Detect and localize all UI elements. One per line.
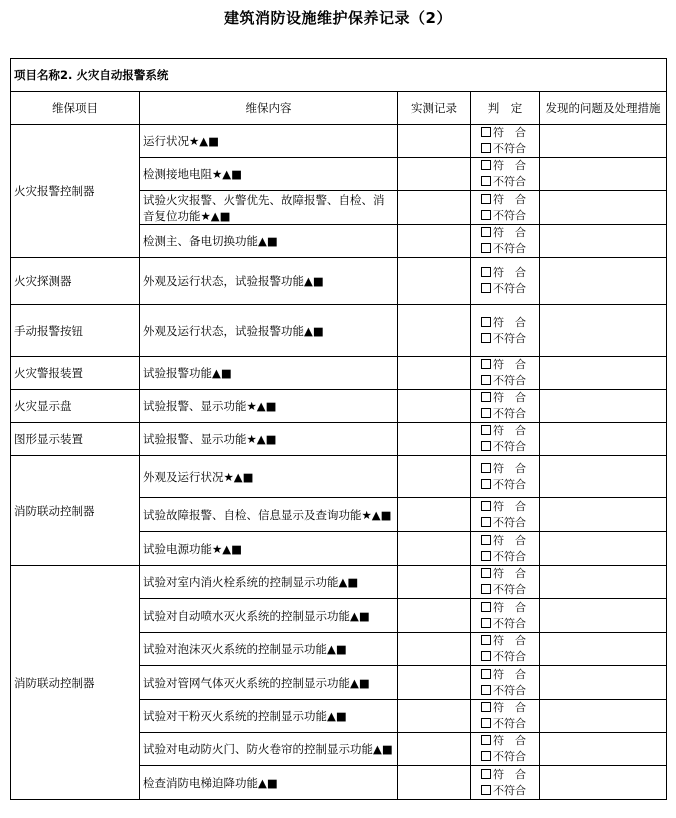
maintenance-item-cell: 火灾显示盘 — [11, 390, 140, 423]
pass-checkbox[interactable] — [481, 568, 491, 578]
issue-input-cell[interactable] — [540, 225, 667, 258]
pass-checkbox-label: 符 合 — [493, 461, 526, 475]
pass-checkbox[interactable] — [481, 127, 491, 137]
pass-checkbox-option[interactable] — [481, 461, 539, 477]
pass-checkbox[interactable] — [481, 317, 491, 327]
record-input-cell[interactable] — [398, 125, 471, 158]
record-input-cell[interactable] — [398, 456, 471, 498]
judge-cell — [471, 532, 540, 566]
pass-checkbox[interactable] — [481, 602, 491, 612]
pass-checkbox-label: 符 合 — [493, 767, 526, 781]
maintenance-content-cell: 试验报警功能▲■ — [140, 357, 398, 390]
record-input-cell[interactable] — [398, 158, 471, 191]
fail-checkbox-option[interactable] — [481, 749, 539, 765]
fail-checkbox[interactable] — [481, 785, 491, 795]
fail-checkbox[interactable] — [481, 718, 491, 728]
pass-checkbox-label: 符 合 — [493, 424, 526, 437]
issue-input-cell[interactable] — [540, 733, 667, 766]
fail-checkbox-option[interactable] — [481, 174, 539, 190]
pass-checkbox-option[interactable] — [481, 633, 539, 649]
pass-checkbox-label: 符 合 — [493, 533, 526, 547]
fail-checkbox-label: 不符合 — [493, 208, 526, 222]
pass-checkbox[interactable] — [481, 635, 491, 645]
pass-checkbox-label: 符 合 — [493, 126, 526, 139]
fail-checkbox-option[interactable] — [481, 141, 539, 157]
fail-checkbox-option[interactable] — [481, 373, 539, 389]
pass-checkbox-option[interactable] — [481, 767, 539, 783]
judge-cell — [471, 700, 540, 733]
pass-checkbox-label: 符 合 — [493, 391, 526, 404]
pass-checkbox-label: 符 合 — [493, 159, 526, 172]
fail-checkbox[interactable] — [481, 551, 491, 561]
pass-checkbox[interactable] — [481, 160, 491, 170]
header-content: 维保内容 — [140, 92, 398, 125]
table-row — [11, 390, 667, 423]
maintenance-content-cell: 试验对室内消火栓系统的控制显示功能▲■ — [140, 566, 398, 599]
table-row — [11, 423, 667, 456]
judge-cell — [471, 225, 540, 258]
pass-checkbox[interactable] — [481, 359, 491, 369]
pass-checkbox-option[interactable] — [481, 125, 539, 141]
issue-input-cell[interactable] — [540, 766, 667, 800]
maintenance-record-table — [10, 58, 667, 800]
fail-checkbox[interactable] — [481, 143, 491, 153]
document-title: 建筑消防设施维护保养记录（2） — [224, 9, 452, 27]
fail-checkbox-label: 不符合 — [493, 142, 526, 155]
pass-checkbox[interactable] — [481, 194, 491, 204]
pass-checkbox[interactable] — [481, 669, 491, 679]
fail-checkbox-label: 不符合 — [493, 331, 526, 345]
fail-checkbox-label: 不符合 — [493, 407, 526, 420]
fail-checkbox-option[interactable] — [481, 406, 539, 422]
pass-checkbox-option[interactable] — [481, 390, 539, 406]
pass-checkbox-option[interactable] — [481, 192, 539, 208]
record-input-cell[interactable] — [398, 532, 471, 566]
pass-checkbox[interactable] — [481, 227, 491, 237]
maintenance-content-cell: 检测接地电阻★▲■ — [140, 158, 398, 191]
maintenance-content-cell: 试验故障报警、自检、信息显示及查询功能★▲■ — [140, 498, 398, 532]
issue-input-cell[interactable] — [540, 498, 667, 532]
fail-checkbox-option[interactable] — [481, 783, 539, 799]
maintenance-content-cell: 试验火灾报警、火警优先、故障报警、自检、消音复位功能★▲■ — [140, 191, 398, 225]
maintenance-content-cell: 外观及运行状态，试验报警功能▲■ — [140, 258, 398, 305]
pass-checkbox-label: 符 合 — [493, 226, 526, 239]
maintenance-item-cell: 图形显示装置 — [11, 423, 140, 456]
pass-checkbox-label: 符 合 — [493, 734, 526, 747]
maintenance-item-cell: 火灾警报装置 — [11, 357, 140, 390]
project-row — [11, 59, 667, 92]
pass-checkbox[interactable] — [481, 501, 491, 511]
fail-checkbox[interactable] — [481, 408, 491, 418]
fail-checkbox-label: 不符合 — [493, 515, 526, 529]
fail-checkbox-option[interactable] — [481, 241, 539, 257]
fail-checkbox-option[interactable] — [481, 439, 539, 455]
fail-checkbox[interactable] — [481, 375, 491, 385]
pass-checkbox-option[interactable] — [481, 265, 539, 281]
pass-checkbox[interactable] — [481, 267, 491, 277]
maintenance-item-cell: 火灾探测器 — [11, 258, 140, 305]
fail-checkbox-label: 不符合 — [493, 750, 526, 763]
issue-input-cell[interactable] — [540, 633, 667, 666]
fail-checkbox[interactable] — [481, 176, 491, 186]
issue-input-cell[interactable] — [540, 191, 667, 225]
issue-input-cell[interactable] — [540, 599, 667, 633]
fail-checkbox-option[interactable] — [481, 281, 539, 297]
header-record: 实测记录 — [398, 92, 471, 125]
table-row — [11, 357, 667, 390]
issue-input-cell[interactable] — [540, 532, 667, 566]
maintenance-content-cell: 试验对自动喷水灭火系统的控制显示功能▲■ — [140, 599, 398, 633]
pass-checkbox[interactable] — [481, 702, 491, 712]
maintenance-item-cell: 消防联动控制器 — [11, 456, 140, 566]
maintenance-item-cell: 火灾报警控制器 — [11, 125, 140, 258]
pass-checkbox-option[interactable] — [481, 357, 539, 373]
pass-checkbox-option[interactable] — [481, 667, 539, 683]
pass-checkbox[interactable] — [481, 735, 491, 745]
table-row — [11, 258, 667, 305]
record-input-cell[interactable] — [398, 566, 471, 599]
record-input-cell[interactable] — [398, 666, 471, 700]
issue-input-cell[interactable] — [540, 258, 667, 305]
judge-cell — [471, 766, 540, 800]
judge-cell — [471, 566, 540, 599]
table-row — [11, 125, 667, 158]
issue-input-cell[interactable] — [540, 700, 667, 733]
pass-checkbox-label: 符 合 — [493, 567, 526, 580]
maintenance-content-cell: 检查消防电梯迫降功能▲■ — [140, 766, 398, 800]
project-label: 项目名称 — [14, 68, 60, 82]
pass-checkbox-label: 符 合 — [493, 600, 526, 614]
pass-checkbox[interactable] — [481, 425, 491, 435]
pass-checkbox-option[interactable] — [481, 533, 539, 549]
pass-checkbox-label: 符 合 — [493, 701, 526, 714]
project-name-cell — [11, 59, 667, 92]
pass-checkbox-label: 符 合 — [493, 266, 526, 279]
record-input-cell[interactable] — [398, 599, 471, 633]
fail-checkbox-label: 不符合 — [493, 683, 526, 697]
pass-checkbox-option[interactable] — [481, 499, 539, 515]
header-judge: 判 定 — [471, 92, 540, 125]
fail-checkbox[interactable] — [481, 584, 491, 594]
fail-checkbox-option[interactable] — [481, 515, 539, 531]
record-input-cell[interactable] — [398, 357, 471, 390]
fail-checkbox[interactable] — [481, 618, 491, 628]
fail-checkbox-label: 不符合 — [493, 583, 526, 596]
maintenance-content-cell: 试验电源功能★▲■ — [140, 532, 398, 566]
maintenance-content-cell: 试验对管网气体灭火系统的控制显示功能▲■ — [140, 666, 398, 700]
pass-checkbox[interactable] — [481, 535, 491, 545]
fail-checkbox-option[interactable] — [481, 649, 539, 665]
pass-checkbox-option[interactable] — [481, 733, 539, 749]
judge-cell — [471, 158, 540, 191]
fail-checkbox-option[interactable] — [481, 582, 539, 598]
judge-cell — [471, 666, 540, 700]
record-input-cell[interactable] — [398, 498, 471, 532]
maintenance-content-cell: 运行状况★▲■ — [140, 125, 398, 158]
judge-cell — [471, 357, 540, 390]
record-input-cell[interactable] — [398, 423, 471, 456]
project-name: 2. 火灾自动报警系统 — [60, 68, 169, 82]
fail-checkbox-label: 不符合 — [493, 549, 526, 563]
maintenance-content-cell: 外观及运行状态，试验报警功能▲■ — [140, 305, 398, 357]
issue-input-cell[interactable] — [540, 125, 667, 158]
fail-checkbox-label: 不符合 — [493, 650, 526, 663]
pass-checkbox[interactable] — [481, 392, 491, 402]
pass-checkbox-option[interactable] — [481, 423, 539, 439]
maintenance-content-cell: 试验对电动防火门、防火卷帘的控制显示功能▲■ — [140, 733, 398, 766]
maintenance-item-cell: 消防联动控制器 — [11, 566, 140, 800]
maintenance-content-cell: 试验对干粉灭火系统的控制显示功能▲■ — [140, 700, 398, 733]
record-input-cell[interactable] — [398, 390, 471, 423]
fail-checkbox-label: 不符合 — [493, 440, 526, 453]
issue-input-cell[interactable] — [540, 357, 667, 390]
fail-checkbox-label: 不符合 — [493, 616, 526, 630]
pass-checkbox-label: 符 合 — [493, 358, 526, 371]
maintenance-item-cell: 手动报警按钮 — [11, 305, 140, 357]
fail-checkbox-label: 不符合 — [493, 374, 526, 387]
fail-checkbox-label: 不符合 — [493, 783, 526, 797]
judge-cell — [471, 125, 540, 158]
record-input-cell[interactable] — [398, 191, 471, 225]
pass-checkbox-option[interactable] — [481, 225, 539, 241]
fail-checkbox[interactable] — [481, 479, 491, 489]
issue-input-cell[interactable] — [540, 566, 667, 599]
header-item: 维保项目 — [11, 92, 140, 125]
fail-checkbox-option[interactable] — [481, 716, 539, 732]
fail-checkbox[interactable] — [481, 333, 491, 343]
fail-checkbox[interactable] — [481, 243, 491, 253]
fail-checkbox-option[interactable] — [481, 616, 539, 632]
pass-checkbox[interactable] — [481, 463, 491, 473]
judge-cell — [471, 423, 540, 456]
judge-cell — [471, 456, 540, 498]
fail-checkbox[interactable] — [481, 441, 491, 451]
fail-checkbox-label: 不符合 — [493, 717, 526, 730]
pass-checkbox-label: 符 合 — [493, 192, 526, 206]
header-issue: 发现的问题及处理措施 — [540, 92, 667, 125]
record-input-cell[interactable] — [398, 225, 471, 258]
maintenance-content-cell: 试验报警、显示功能★▲■ — [140, 390, 398, 423]
issue-input-cell[interactable] — [540, 158, 667, 191]
table-row — [11, 305, 667, 357]
fail-checkbox-option[interactable] — [481, 683, 539, 699]
pass-checkbox-label: 符 合 — [493, 315, 526, 329]
fail-checkbox-option[interactable] — [481, 331, 539, 347]
fail-checkbox[interactable] — [481, 517, 491, 527]
maintenance-content-cell: 检测主、备电切换功能▲■ — [140, 225, 398, 258]
pass-checkbox-option[interactable] — [481, 158, 539, 174]
maintenance-content-cell: 外观及运行状况★▲■ — [140, 456, 398, 498]
maintenance-content-cell: 试验对泡沫灭火系统的控制显示功能▲■ — [140, 633, 398, 666]
fail-checkbox[interactable] — [481, 651, 491, 661]
pass-checkbox-option[interactable] — [481, 566, 539, 582]
fail-checkbox-option[interactable] — [481, 549, 539, 565]
record-input-cell[interactable] — [398, 700, 471, 733]
record-input-cell[interactable] — [398, 766, 471, 800]
pass-checkbox-label: 符 合 — [493, 667, 526, 681]
judge-cell — [471, 599, 540, 633]
issue-input-cell[interactable] — [540, 305, 667, 357]
table-row — [11, 456, 667, 498]
fail-checkbox-label: 不符合 — [493, 477, 526, 491]
judge-cell — [471, 733, 540, 766]
issue-input-cell[interactable] — [540, 456, 667, 498]
fail-checkbox-label: 不符合 — [493, 175, 526, 188]
judge-cell — [471, 390, 540, 423]
pass-checkbox-label: 符 合 — [493, 499, 526, 513]
fail-checkbox-label: 不符合 — [493, 282, 526, 295]
pass-checkbox-option[interactable] — [481, 700, 539, 716]
issue-input-cell[interactable] — [540, 423, 667, 456]
record-input-cell[interactable] — [398, 305, 471, 357]
judge-cell — [471, 258, 540, 305]
fail-checkbox[interactable] — [481, 283, 491, 293]
pass-checkbox-label: 符 合 — [493, 634, 526, 647]
header-row — [11, 92, 667, 125]
issue-input-cell[interactable] — [540, 390, 667, 423]
issue-input-cell[interactable] — [540, 666, 667, 700]
pass-checkbox-option[interactable] — [481, 600, 539, 616]
record-input-cell[interactable] — [398, 733, 471, 766]
fail-checkbox-option[interactable] — [481, 208, 539, 224]
fail-checkbox-label: 不符合 — [493, 242, 526, 255]
judge-cell — [471, 305, 540, 357]
fail-checkbox-option[interactable] — [481, 477, 539, 493]
record-input-cell[interactable] — [398, 258, 471, 305]
fail-checkbox[interactable] — [481, 685, 491, 695]
table-row — [11, 566, 667, 599]
judge-cell — [471, 191, 540, 225]
pass-checkbox-option[interactable] — [481, 315, 539, 331]
fail-checkbox[interactable] — [481, 751, 491, 761]
judge-cell — [471, 498, 540, 532]
fail-checkbox[interactable] — [481, 210, 491, 220]
pass-checkbox[interactable] — [481, 769, 491, 779]
maintenance-content-cell: 试验报警、显示功能★▲■ — [140, 423, 398, 456]
judge-cell — [471, 633, 540, 666]
record-input-cell[interactable] — [398, 633, 471, 666]
